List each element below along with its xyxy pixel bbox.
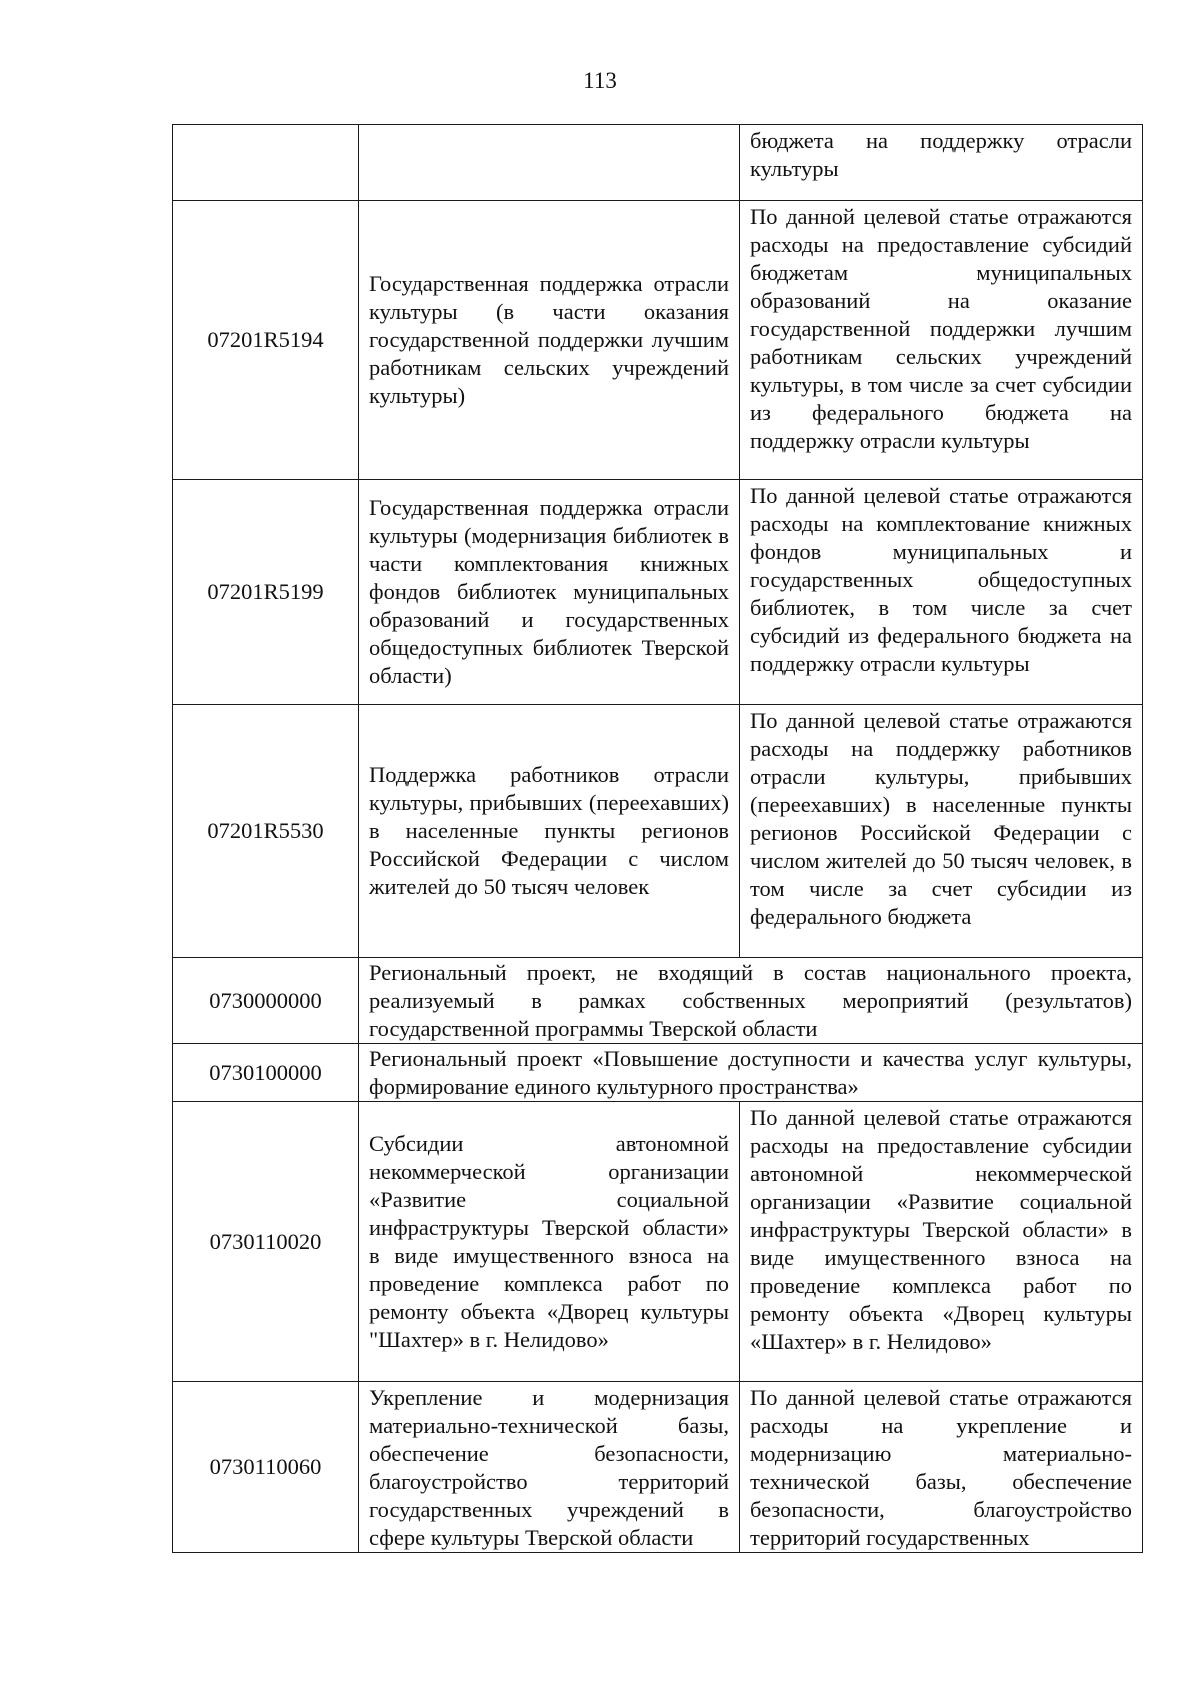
description-cell: По данной целевой статье отражаются расходы на предоставление субсидии автономной некоммерческой организации «Развитие социальной инфраструктуры Тверской области» в виде имущественного взноса на проведение комплекса работ по ремонту объекта «Дворец культуры «Шахтер» в г. Нелидово» — [740, 1102, 1143, 1382]
table-row — [173, 480, 1143, 705]
code-cell: 0730000000 — [173, 958, 359, 1044]
table-row — [173, 1382, 1143, 1553]
code-cell: 0730100000 — [173, 1044, 359, 1102]
name-cell: Укрепление и модернизация материально-технической базы, обеспечение безопасности, благоустройство территорий государственных учреждений в сфере культуры Тверской области — [359, 1382, 740, 1553]
name-cell: Государственная поддержка отрасли культуры (в части оказания государственной поддержки лучшим работникам сельских учреждений культуры) — [359, 201, 740, 480]
code-cell: 07201R5194 — [173, 201, 359, 480]
code-cell: 07201R5530 — [173, 705, 359, 958]
code-cell: 07201R5199 — [173, 480, 359, 705]
description-cell: По данной целевой статье отражаются расходы на комплектование книжных фондов муниципальных и государственных общедоступных библиотек, в том числе за счет субсидий из федерального бюджета на поддержку отрасли культуры — [740, 480, 1143, 705]
code-cell: 0730110060 — [173, 1382, 359, 1553]
description-cell: По данной целевой статье отражаются расходы на укрепление и модернизацию материально-технической базы, обеспечение безопасности, благоустройство территорий государственных — [740, 1382, 1143, 1553]
table-row — [173, 201, 1143, 480]
table-row — [173, 958, 1143, 1044]
description-cell: По данной целевой статье отражаются расходы на поддержку работников отрасли культуры, прибывших (переехавших) в населенные пункты регионов Российской Федерации с числом жителей до 50 тысяч человек, в том числе за счет субсидии из федерального бюджета — [740, 705, 1143, 958]
page-number: 113 — [583, 68, 617, 93]
table-row — [173, 125, 1143, 201]
table-row — [173, 705, 1143, 958]
merged-description-cell: Региональный проект «Повышение доступности и качества услуг культуры, формирование единого культурного пространства» — [359, 1044, 1143, 1102]
name-cell: Государственная поддержка отрасли культуры (модернизация библиотек в части комплектования книжных фондов библиотек муниципальных образований и государственных общедоступных библиотек Тверской области) — [359, 480, 740, 705]
name-cell: Субсидии автономной некоммерческой организации «Развитие социальной инфраструктуры Тверской области» в виде имущественного взноса на проведение комплекса работ по ремонту объекта «Дворец культуры "Шахтер» в г. Нелидово» — [359, 1102, 740, 1382]
merged-description-cell: Региональный проект, не входящий в состав национального проекта, реализуемый в рамках собственных мероприятий (результатов) государственной программы Тверской области — [359, 958, 1143, 1044]
code-cell: 0730110020 — [173, 1102, 359, 1382]
description-cell: бюджета на поддержку отрасли культуры — [740, 125, 1143, 201]
name-cell: Поддержка работников отрасли культуры, прибывших (переехавших) в населенные пункты регионов Российской Федерации с числом жителей до 50 тысяч человек — [359, 705, 740, 958]
table-row — [173, 1102, 1143, 1382]
table-row — [173, 1044, 1143, 1102]
description-cell: По данной целевой статье отражаются расходы на предоставление субсидий бюджетам муниципальных образований на оказание государственной поддержки лучшим работникам сельских учреждений культуры, в том числе за счет субсидии из федерального бюджета на поддержку отрасли культуры — [740, 201, 1143, 480]
budget-classification-table — [172, 124, 1143, 1553]
name-cell — [359, 125, 740, 201]
code-cell — [173, 125, 359, 201]
